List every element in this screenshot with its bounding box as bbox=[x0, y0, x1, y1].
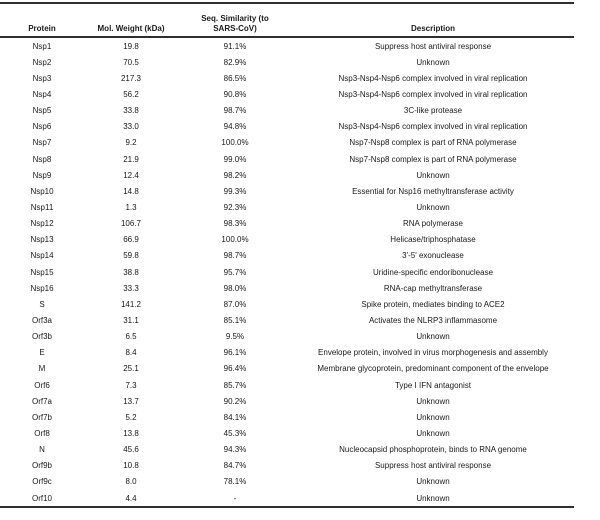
column-header-protein bbox=[0, 24, 84, 34]
column-header-description bbox=[292, 24, 574, 34]
cell-protein: Nsp14 bbox=[30, 251, 54, 261]
cell-seq-similarity: 82.9% bbox=[223, 57, 247, 67]
cell-seq-similarity: 98.7% bbox=[223, 251, 247, 261]
cell-protein: S bbox=[39, 299, 45, 309]
cell-description: Uridine-specific endoribonuclease bbox=[372, 267, 494, 277]
column-header-description-label: Description bbox=[410, 23, 455, 33]
table-row bbox=[0, 312, 574, 328]
table-row bbox=[0, 425, 574, 441]
cell-description: Unknown bbox=[416, 396, 450, 406]
column-header-seq-similarity bbox=[178, 14, 292, 33]
cell-description: Nsp7-Nsp8 complex is part of RNA polymerase bbox=[349, 154, 517, 164]
cell-seq-similarity: 90.2% bbox=[223, 396, 247, 406]
cell-seq-similarity: 87.0% bbox=[223, 299, 247, 309]
cell-description: Unknown bbox=[416, 170, 450, 180]
cell-protein: Nsp7 bbox=[32, 138, 52, 148]
cell-protein: M bbox=[38, 364, 46, 374]
cell-seq-similarity: 45.3% bbox=[223, 428, 247, 438]
cell-mol-weight: 59.8 bbox=[123, 251, 139, 261]
cell-seq-similarity: 98.0% bbox=[223, 283, 247, 293]
table-row bbox=[0, 199, 574, 215]
table-row bbox=[0, 216, 574, 232]
cell-seq-similarity: 78.1% bbox=[223, 477, 247, 487]
cell-description: Unknown bbox=[416, 493, 450, 503]
cell-description: Type I IFN antagonist bbox=[394, 380, 472, 390]
cell-description: RNA-cap methyltransferase bbox=[383, 283, 483, 293]
cell-protein: Orf7b bbox=[31, 412, 52, 422]
cell-mol-weight: 217.3 bbox=[120, 73, 142, 83]
table-row bbox=[0, 280, 574, 296]
table-row bbox=[0, 490, 574, 506]
cell-protein: Orf9c bbox=[32, 477, 52, 487]
cell-description: Spike protein, mediates binding to ACE2 bbox=[361, 299, 505, 309]
cell-description: Nsp3-Nsp4-Nsp6 complex involved in viral replication bbox=[338, 73, 528, 83]
cell-description: Membrane glycoprotein, predominant component of the envelope bbox=[317, 364, 549, 374]
table-row bbox=[0, 442, 574, 458]
cell-mol-weight: 19.8 bbox=[123, 41, 139, 51]
cell-protein: Nsp13 bbox=[30, 235, 54, 245]
cell-protein: Nsp2 bbox=[32, 57, 52, 67]
cell-description: Suppress host antiviral response bbox=[374, 461, 492, 471]
cell-protein: Nsp1 bbox=[32, 41, 52, 51]
cell-protein: Nsp6 bbox=[32, 122, 52, 132]
cell-mol-weight: 13.8 bbox=[123, 428, 139, 438]
cell-protein: Nsp3 bbox=[32, 73, 52, 83]
cell-description: Suppress host antiviral response bbox=[374, 41, 492, 51]
cell-seq-similarity: 90.8% bbox=[223, 89, 247, 99]
cell-description: Envelope protein, involved in virus morphogenesis and assembly bbox=[318, 348, 548, 358]
cell-seq-similarity: 94.3% bbox=[223, 445, 247, 455]
cell-description: Nsp3-Nsp4-Nsp6 complex involved in viral replication bbox=[338, 89, 528, 99]
cell-description: Unknown bbox=[416, 332, 450, 342]
table-row bbox=[0, 119, 574, 135]
cell-seq-similarity: 99.0% bbox=[223, 154, 247, 164]
table-row bbox=[0, 70, 574, 86]
table-row bbox=[0, 54, 574, 70]
cell-mol-weight: 5.2 bbox=[125, 412, 137, 422]
cell-description: Nucleocapsid phosphoprotein, binds to RNA genome bbox=[339, 445, 527, 455]
cell-mol-weight: 25.1 bbox=[123, 364, 139, 374]
cell-description: Unknown bbox=[416, 57, 450, 67]
cell-seq-similarity: 96.1% bbox=[223, 348, 247, 358]
table-row bbox=[0, 377, 574, 393]
cell-description: Unknown bbox=[416, 477, 450, 487]
table-row bbox=[0, 329, 574, 345]
cell-description: Unknown bbox=[416, 412, 450, 422]
cell-mol-weight: 70.5 bbox=[123, 57, 139, 67]
cell-protein: Orf6 bbox=[34, 380, 50, 390]
cell-description: Essential for Nsp16 methyltransferase activity bbox=[352, 186, 514, 196]
cell-mol-weight: 7.3 bbox=[125, 380, 137, 390]
cell-mol-weight: 31.1 bbox=[123, 315, 139, 325]
cell-seq-similarity: 100.0% bbox=[221, 138, 249, 148]
cell-seq-similarity: - bbox=[233, 493, 237, 503]
cell-description: 3'-5' exonuclease bbox=[402, 251, 464, 261]
cell-description: Unknown bbox=[416, 202, 450, 212]
table-row bbox=[0, 135, 574, 151]
cell-seq-similarity: 98.3% bbox=[223, 219, 247, 229]
cell-description: 3C-like protease bbox=[403, 106, 463, 116]
column-header-mol-weight bbox=[84, 24, 178, 34]
cell-seq-similarity: 85.7% bbox=[223, 380, 247, 390]
cell-seq-similarity: 98.7% bbox=[223, 106, 247, 116]
protein-table bbox=[0, 2, 574, 508]
cell-mol-weight: 4.4 bbox=[125, 493, 137, 503]
cell-seq-similarity: 99.3% bbox=[223, 186, 247, 196]
table-row bbox=[0, 345, 574, 361]
table-header-row bbox=[0, 4, 574, 38]
cell-mol-weight: 56.2 bbox=[123, 89, 139, 99]
cell-mol-weight: 9.2 bbox=[125, 138, 137, 148]
table-row bbox=[0, 103, 574, 119]
table-body bbox=[0, 38, 574, 506]
cell-protein: Nsp16 bbox=[30, 283, 54, 293]
cell-description: RNA polymerase bbox=[402, 219, 464, 229]
cell-description: Nsp3-Nsp4-Nsp6 complex involved in viral replication bbox=[338, 122, 528, 132]
cell-protein: Orf9b bbox=[31, 461, 52, 471]
cell-mol-weight: 106.7 bbox=[120, 219, 142, 229]
cell-seq-similarity: 91.1% bbox=[223, 41, 247, 51]
cell-protein: Nsp9 bbox=[32, 170, 52, 180]
cell-seq-similarity: 84.1% bbox=[223, 412, 247, 422]
cell-protein: E bbox=[39, 348, 45, 358]
cell-mol-weight: 66.9 bbox=[123, 235, 139, 245]
cell-mol-weight: 8.4 bbox=[125, 348, 137, 358]
cell-protein: Nsp8 bbox=[32, 154, 52, 164]
table-row bbox=[0, 38, 574, 54]
cell-seq-similarity: 92.3% bbox=[223, 202, 247, 212]
cell-description: Nsp7-Nsp8 complex is part of RNA polymerase bbox=[349, 138, 517, 148]
cell-protein: Nsp15 bbox=[30, 267, 54, 277]
cell-seq-similarity: 98.2% bbox=[223, 170, 247, 180]
cell-mol-weight: 21.9 bbox=[123, 154, 139, 164]
table-row bbox=[0, 409, 574, 425]
cell-seq-similarity: 9.5% bbox=[225, 332, 245, 342]
cell-mol-weight: 13.7 bbox=[123, 396, 139, 406]
cell-seq-similarity: 85.1% bbox=[223, 315, 247, 325]
cell-description: Unknown bbox=[416, 428, 450, 438]
cell-protein: Nsp11 bbox=[30, 202, 54, 212]
cell-mol-weight: 1.3 bbox=[125, 202, 137, 212]
cell-seq-similarity: 86.5% bbox=[223, 73, 247, 83]
table-row bbox=[0, 296, 574, 312]
table-row bbox=[0, 458, 574, 474]
cell-mol-weight: 14.8 bbox=[123, 186, 139, 196]
cell-protein: Orf10 bbox=[31, 493, 52, 503]
cell-protein: Orf3a bbox=[31, 315, 52, 325]
cell-protein: Orf7a bbox=[31, 396, 52, 406]
cell-protein: Nsp12 bbox=[30, 219, 54, 229]
cell-seq-similarity: 100.0% bbox=[221, 235, 249, 245]
cell-protein: Orf3b bbox=[31, 332, 52, 342]
table-row bbox=[0, 151, 574, 167]
column-header-protein-label: Protein bbox=[28, 23, 56, 33]
table-row bbox=[0, 183, 574, 199]
table-row bbox=[0, 167, 574, 183]
cell-protein: Nsp5 bbox=[32, 106, 52, 116]
table-row bbox=[0, 264, 574, 280]
table-row bbox=[0, 86, 574, 102]
cell-mol-weight: 45.6 bbox=[123, 445, 139, 455]
column-header-seq-similarity-label: Seq. Similarity (to SARS-CoV) bbox=[201, 14, 269, 33]
cell-description: Activates the NLRP3 inflammasome bbox=[368, 315, 498, 325]
cell-mol-weight: 141.2 bbox=[120, 299, 142, 309]
cell-protein: Nsp10 bbox=[30, 186, 54, 196]
cell-mol-weight: 6.5 bbox=[125, 332, 137, 342]
cell-seq-similarity: 84.7% bbox=[223, 461, 247, 471]
cell-protein: N bbox=[39, 445, 45, 455]
table-row bbox=[0, 248, 574, 264]
table-row bbox=[0, 361, 574, 377]
cell-mol-weight: 10.8 bbox=[123, 461, 139, 471]
table-row bbox=[0, 393, 574, 409]
cell-protein: Orf8 bbox=[34, 428, 50, 438]
cell-mol-weight: 38.8 bbox=[123, 267, 139, 277]
cell-seq-similarity: 94.8% bbox=[223, 122, 247, 132]
cell-seq-similarity: 96.4% bbox=[223, 364, 247, 374]
cell-mol-weight: 33.3 bbox=[123, 283, 139, 293]
cell-mol-weight: 12.4 bbox=[123, 170, 139, 180]
column-header-mol-weight-label: Mol. Weight (kDa) bbox=[97, 23, 165, 33]
cell-description: Helicase/triphosphatase bbox=[390, 235, 476, 245]
cell-mol-weight: 8.0 bbox=[125, 477, 137, 487]
cell-mol-weight: 33.8 bbox=[123, 106, 139, 116]
cell-protein: Nsp4 bbox=[32, 89, 52, 99]
table-row bbox=[0, 474, 574, 490]
table-row bbox=[0, 232, 574, 248]
cell-mol-weight: 33.0 bbox=[123, 122, 139, 132]
cell-seq-similarity: 95.7% bbox=[223, 267, 247, 277]
